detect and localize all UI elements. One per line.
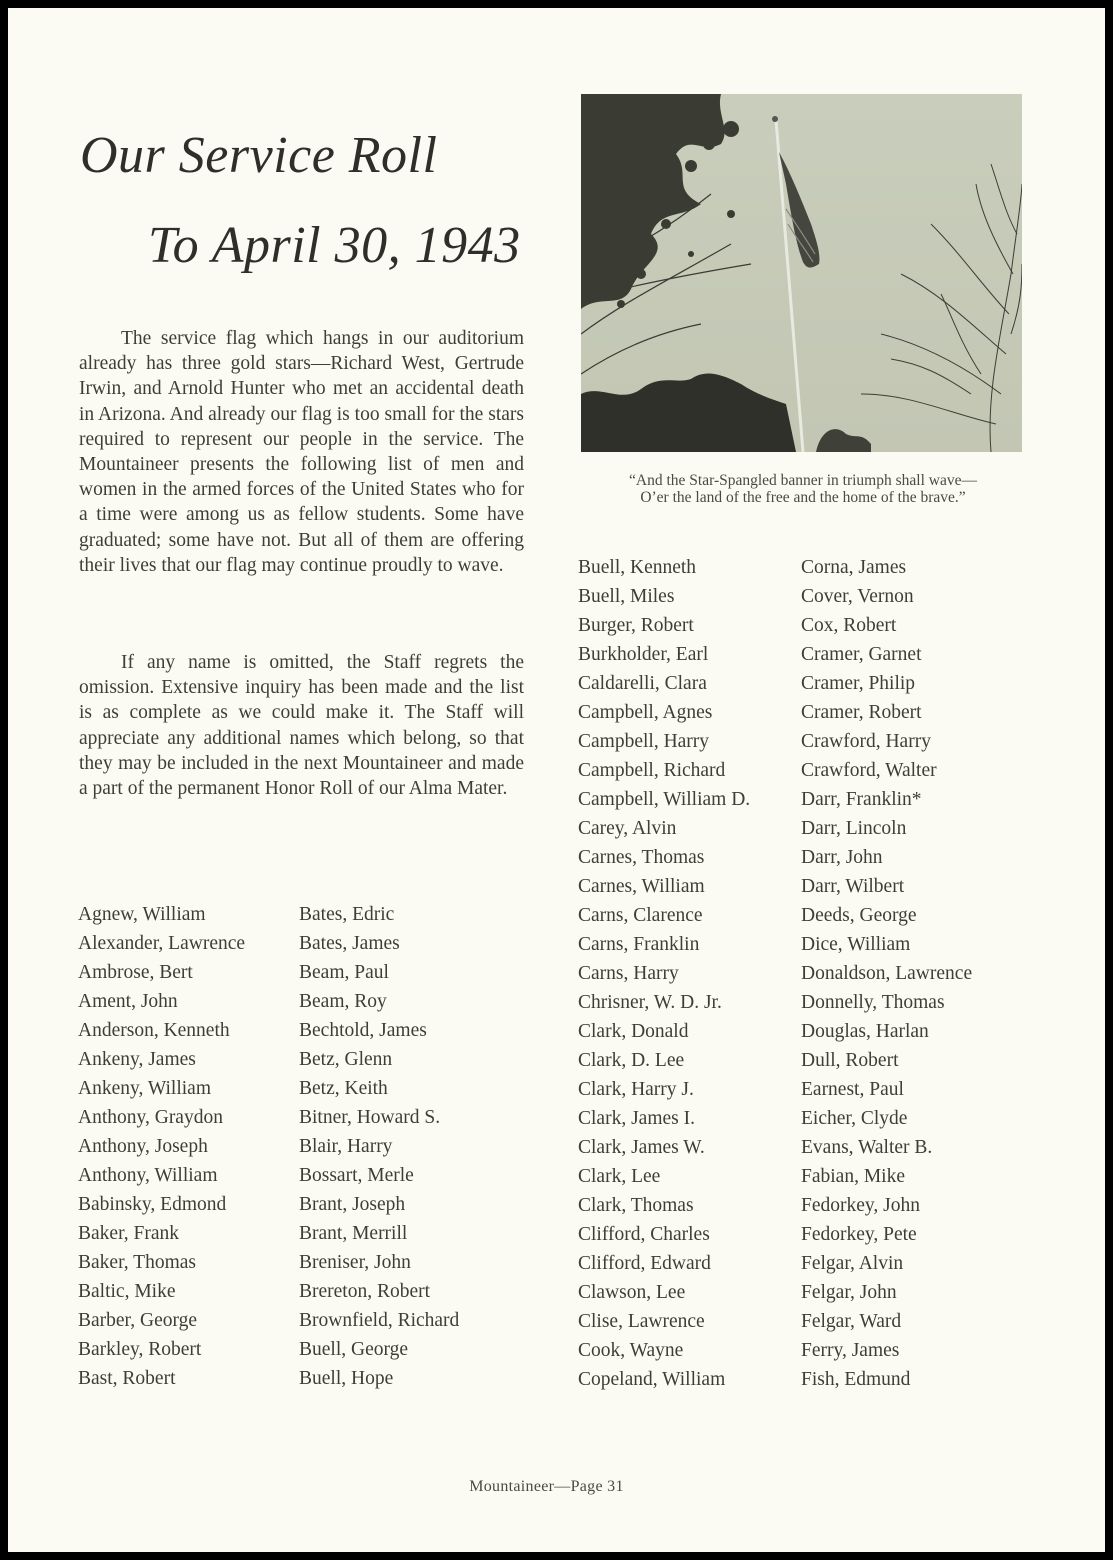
roll-name: Bast, Robert — [78, 1368, 176, 1389]
roll-name: Ankeny, William — [78, 1078, 211, 1099]
roll-name: Felgar, Alvin — [801, 1253, 904, 1274]
roll-column-3 — [578, 553, 750, 1394]
roll-name: Fedorkey, Pete — [801, 1224, 917, 1245]
roll-name: Bossart, Merle — [299, 1165, 414, 1186]
roll-name: Baker, Thomas — [78, 1252, 196, 1273]
roll-name: Bates, James — [299, 933, 400, 954]
roll-name: Babinsky, Edmond — [78, 1194, 227, 1215]
roll-name: Anderson, Kenneth — [78, 1020, 230, 1041]
roll-name: Burger, Robert — [578, 615, 694, 636]
roll-name: Clark, Donald — [578, 1021, 689, 1042]
roll-name: Beam, Roy — [299, 991, 387, 1012]
roll-name: Deeds, George — [801, 905, 917, 926]
roll-name: Brownfield, Richard — [299, 1310, 460, 1331]
roll-name: Clawson, Lee — [578, 1282, 686, 1303]
roll-name: Campbell, William D. — [578, 789, 751, 810]
photo-caption — [573, 472, 1033, 506]
roll-name: Clifford, Charles — [578, 1224, 710, 1245]
roll-name: Earnest, Paul — [801, 1079, 904, 1100]
roll-name: Betz, Glenn — [299, 1049, 393, 1070]
roll-name: Cook, Wayne — [578, 1340, 684, 1361]
roll-name: Anthony, Joseph — [78, 1136, 208, 1157]
roll-name: Ament, John — [78, 991, 178, 1012]
roll-name: Cramer, Robert — [801, 702, 922, 723]
roll-name: Bechtold, James — [299, 1020, 427, 1041]
roll-name: Cover, Vernon — [801, 586, 914, 607]
roll-name: Clark, D. Lee — [578, 1050, 685, 1071]
roll-name: Clise, Lawrence — [578, 1311, 705, 1332]
roll-name: Felgar, John — [801, 1282, 897, 1303]
roll-name: Fabian, Mike — [801, 1166, 905, 1187]
roll-name: Alexander, Lawrence — [78, 933, 246, 954]
roll-name: Agnew, William — [78, 904, 206, 925]
roll-name: Bitner, Howard S. — [299, 1107, 441, 1128]
roll-name: Darr, John — [801, 847, 883, 868]
roll-name: Baker, Frank — [78, 1223, 180, 1244]
title-line-1: Our Service Roll — [80, 127, 438, 184]
roll-column-2 — [299, 900, 459, 1393]
roll-column-1 — [78, 900, 245, 1393]
roll-name: Fish, Edmund — [801, 1369, 911, 1390]
roll-name: Dull, Robert — [801, 1050, 899, 1071]
roll-name: Cox, Robert — [801, 615, 897, 636]
roll-name: Chrisner, W. D. Jr. — [578, 992, 722, 1013]
roll-name: Copeland, William — [578, 1369, 726, 1390]
roll-name: Carns, Clarence — [578, 905, 703, 926]
page-footer — [8, 1478, 1105, 1496]
roll-name: Carns, Harry — [578, 963, 679, 984]
roll-name: Barkley, Robert — [78, 1339, 202, 1360]
roll-name: Cramer, Garnet — [801, 644, 922, 665]
intro-paragraph-1 — [79, 326, 524, 578]
roll-name: Cramer, Philip — [801, 673, 916, 694]
intro-text-2: If any name is omitted, the Staff regrets the omission. Extensive inquiry has been made and the list is as complete as we could make it. The Staff will appreciate any additional names which belong, so that they may be included in the next Mountaineer and made a part of the permanent Honor Roll of our Alma Mater. — [79, 652, 524, 800]
intro-text-1: The service flag which hangs in our auditorium already has three gold stars—Richard West, Gertrude Irwin, and Arnold Hunter who met an accidental death in Arizona. And already our flag is too small for the stars required to represent our people in the service. The Mountaineer presents the following list of men and women in the armed forces of the United States who for a time were among us as fellow students. Some have graduated; some have not. But all of them are offering their lives that our flag may continue proudly to wave. — [79, 328, 524, 576]
roll-name: Clark, James I. — [578, 1108, 695, 1129]
roll-name: Baltic, Mike — [78, 1281, 176, 1302]
roll-name: Donaldson, Lawrence — [801, 963, 973, 984]
flag-photo-illustration — [581, 94, 1022, 452]
flagpole-finial — [772, 116, 778, 122]
roll-name: Buell, Kenneth — [578, 557, 697, 578]
roll-name: Barber, George — [78, 1310, 198, 1331]
roll-name: Campbell, Agnes — [578, 702, 713, 723]
roll-name: Carns, Franklin — [578, 934, 700, 955]
caption-line-2: O’er the land of the free and the home of the brave.” — [640, 489, 966, 506]
roll-name: Buell, Hope — [299, 1368, 394, 1389]
roll-name: Corna, James — [801, 557, 907, 578]
roll-name: Carnes, William — [578, 876, 705, 897]
roll-name: Douglas, Harlan — [801, 1021, 929, 1042]
roll-name: Ankeny, James — [78, 1049, 196, 1070]
roll-name: Buell, George — [299, 1339, 409, 1360]
roll-name: Clark, Thomas — [578, 1195, 694, 1216]
roll-name: Carey, Alvin — [578, 818, 677, 839]
roll-name: Carnes, Thomas — [578, 847, 705, 868]
roll-name: Darr, Franklin* — [801, 789, 922, 810]
roll-name: Clark, Lee — [578, 1166, 661, 1187]
roll-name: Brant, Joseph — [299, 1194, 406, 1215]
caption-line-1: “And the Star-Spangled banner in triumph shall wave— — [629, 472, 977, 489]
yearbook-page — [8, 8, 1105, 1552]
page-number-label: Mountaineer—Page 31 — [469, 1478, 624, 1495]
roll-name: Darr, Lincoln — [801, 818, 907, 839]
roll-name: Anthony, William — [78, 1165, 218, 1186]
roll-name: Ambrose, Bert — [78, 962, 193, 983]
roll-name: Campbell, Harry — [578, 731, 710, 752]
roll-name: Clark, James W. — [578, 1137, 705, 1158]
roll-name: Clifford, Edward — [578, 1253, 711, 1274]
roll-name: Eicher, Clyde — [801, 1108, 908, 1129]
roll-name: Buell, Miles — [578, 586, 675, 607]
roll-name: Blair, Harry — [299, 1136, 393, 1157]
roll-column-4 — [801, 553, 972, 1394]
roll-name: Felgar, Ward — [801, 1311, 902, 1332]
title-line-2: To April 30, 1943 — [148, 217, 521, 274]
roll-name: Beam, Paul — [299, 962, 389, 983]
roll-name: Campbell, Richard — [578, 760, 726, 781]
roll-name: Crawford, Walter — [801, 760, 937, 781]
roll-name: Anthony, Graydon — [78, 1107, 223, 1128]
roll-name: Betz, Keith — [299, 1078, 388, 1099]
intro-paragraph-2 — [79, 650, 524, 801]
roll-name: Clark, Harry J. — [578, 1079, 694, 1100]
flag-photo — [581, 94, 1022, 452]
roll-name: Bates, Edric — [299, 904, 395, 925]
roll-name: Burkholder, Earl — [578, 644, 709, 665]
roll-name: Ferry, James — [801, 1340, 900, 1361]
roll-name: Fedorkey, John — [801, 1195, 920, 1216]
roll-name: Darr, Wilbert — [801, 876, 905, 897]
roll-name: Donnelly, Thomas — [801, 992, 945, 1013]
roll-name: Breniser, John — [299, 1252, 411, 1273]
roll-name: Dice, William — [801, 934, 911, 955]
roll-name: Brant, Merrill — [299, 1223, 408, 1244]
roll-name: Caldarelli, Clara — [578, 673, 707, 694]
roll-name: Brereton, Robert — [299, 1281, 431, 1302]
roll-name: Crawford, Harry — [801, 731, 931, 752]
roll-name: Evans, Walter B. — [801, 1137, 933, 1158]
